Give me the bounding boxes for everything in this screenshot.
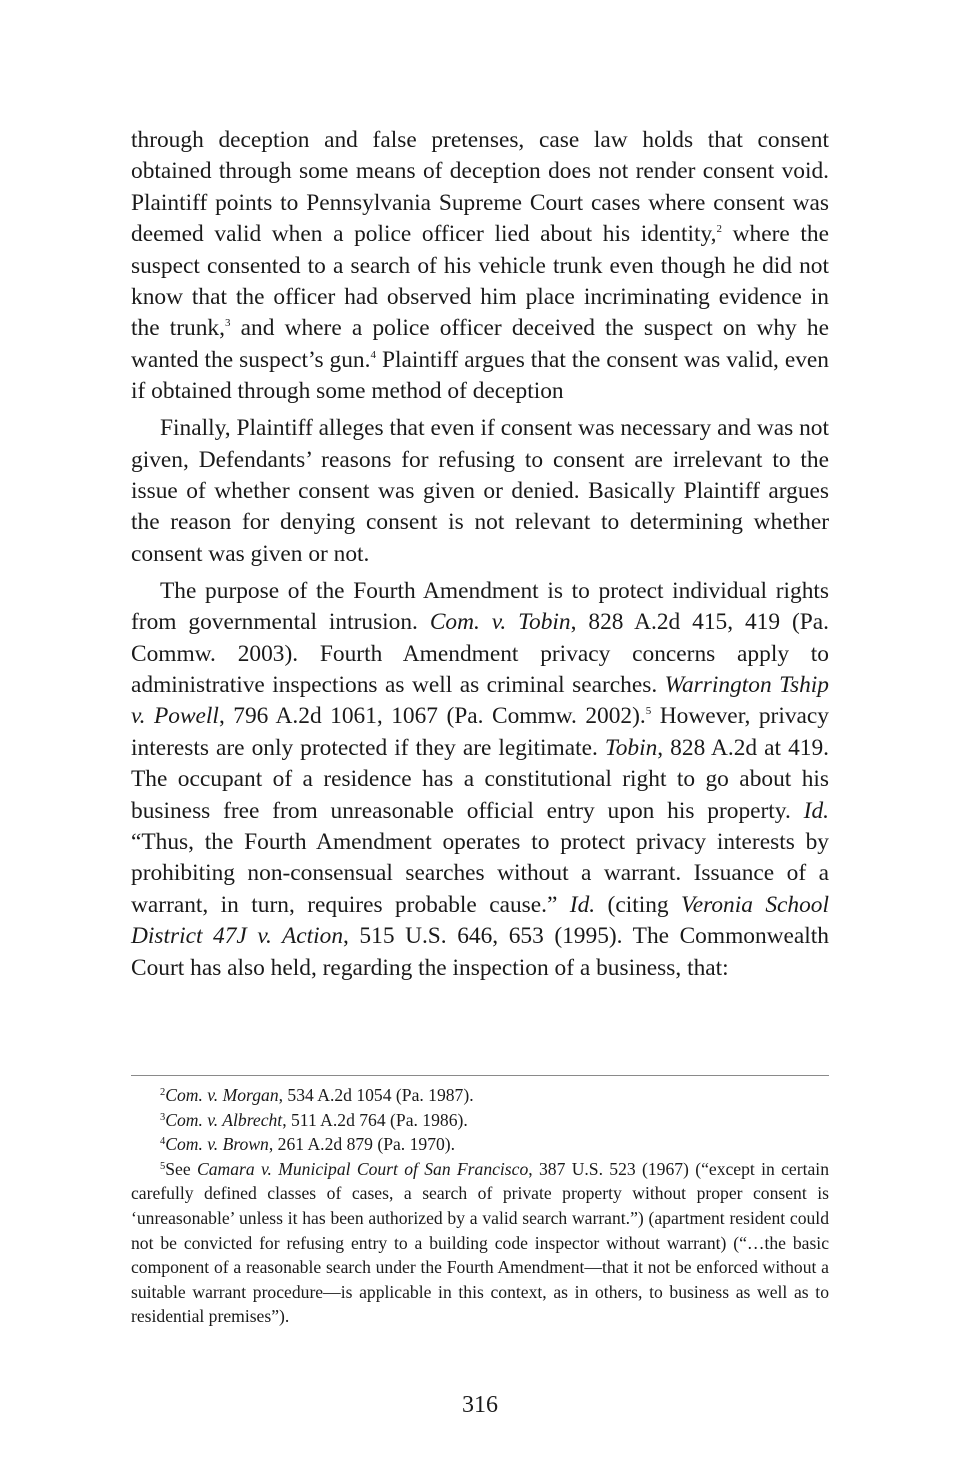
case-citation: Com. v. Tobin [429,609,571,636]
footnote-ref-2[interactable]: 2 [716,223,722,236]
case-citation: Com. v. Brown [165,1134,269,1155]
footnote-3: $^3$Com. v. Albrecht, 511 A.2d 764 (Pa. 1986). [160,1109,468,1130]
footnote-ref-3[interactable]: 3 [224,317,231,330]
footnote-number: 5 [160,1160,166,1172]
footnotes [131,1083,829,1329]
footnote-ref-4[interactable]: 4 [370,348,376,361]
footnote-4: $^4$Com. v. Brown, 261 A.2d 879 (Pa. 1970). [160,1134,456,1155]
case-citation: Com. v. Morgan [165,1085,279,1105]
case-citation: Tobin [604,734,658,761]
case-citation: Veronia School District 47J v. Action [131,891,829,950]
footnote-ref-5[interactable]: 5 [645,705,652,718]
footnote-number: 4 [160,1136,166,1148]
case-citation: Com. v. Albrecht [165,1109,283,1130]
case-citation: Id. [803,797,829,824]
paragraph-1: through deception and false pretenses, case law holds that consent obtained through some means of deception does not render consent void. Plaintiff points to Pennsylvania Supreme Court cases where consent was deemed valid when a police officer lied about his identity,$^2$ where the suspect consented to a search of his vehicle trunk even though he did not know that the officer had observed him place incriminating evidence in the trunk,$^3$ and where a police officer deceived the suspect on why he wanted the suspect’s gun.$^4$ Plaintiff argues that the consent was valid, even if obtained through some method of deception [131,127,829,405]
case-citation: Id. [569,891,596,918]
paragraph-3: The purpose of the Fourth Amendment is to protect individual rights from governmental intrusion. Com. v. Tobin, 828 A.2d 415, 419 (Pa. Commw. 2003). Fourth Amendment privacy concerns apply to administrative inspections as well as criminal searches. Warrington Tship v. Powell, 796 A.2d 1061, 1067 (Pa. Commw. 2002).$^5$ However, privacy interests are only protected if they are legitimate. Tobin, 828 A.2d at 419. The occupant of a residence has a constitutional right to go about his business free from unreasonable official entry upon his property. Id. “Thus, the Fourth Amendment operates to protect privacy interests by prohibiting non-consensual searches without a warrant. Issuance of a warrant, in turn, requires probable cause.” Id. (citing Veronia School District 47J v. Action, 515 U.S. 646, 653 (1995). The Commonwealth Court has also held, regarding the inspection of a business, that: [131,577,830,981]
footnote-divider [131,1075,829,1076]
footnote-2: $^2$Com. v. Morgan, 534 A.2d 1054 (Pa. 1987). [160,1085,474,1105]
case-citation: Camara v. Municipal Court of San Francisco [196,1158,529,1179]
page-number: 316 [462,1392,498,1418]
case-citation: Warrington Tship v. Powell [131,671,829,730]
paragraph-2: Finally, Plaintiff alleges that even if consent was necessary and was not given, Defendants’ reasons for refusing to consent are irrelevant to the issue of whether consent was given or denied. Basically Plaintiff argues the reason for denying consent is not relevant to determining whether consent was given or not. [131,415,829,567]
body-text [131,125,829,984]
footnote-5: $^5$See Camara v. Municipal Court of San Francisco, 387 U.S. 523 (1967) (“except in certain carefully defined classes of cases, a search of private property without proper consent is ‘unreasonable’ unless it has been authorized by a valid search warrant.”) (apartment resident could not be convicted for refusing entry to a building code inspector without warrant) (“…the basic component of a reasonable search under the Fourth Amendment—that it not be enforced without a suitable warrant procedure—is applicable in this context, as in others, to business as well as to residential premises”). [131,1158,829,1327]
footnote-number: 2 [160,1087,166,1098]
footnote-number: 3 [160,1111,166,1123]
